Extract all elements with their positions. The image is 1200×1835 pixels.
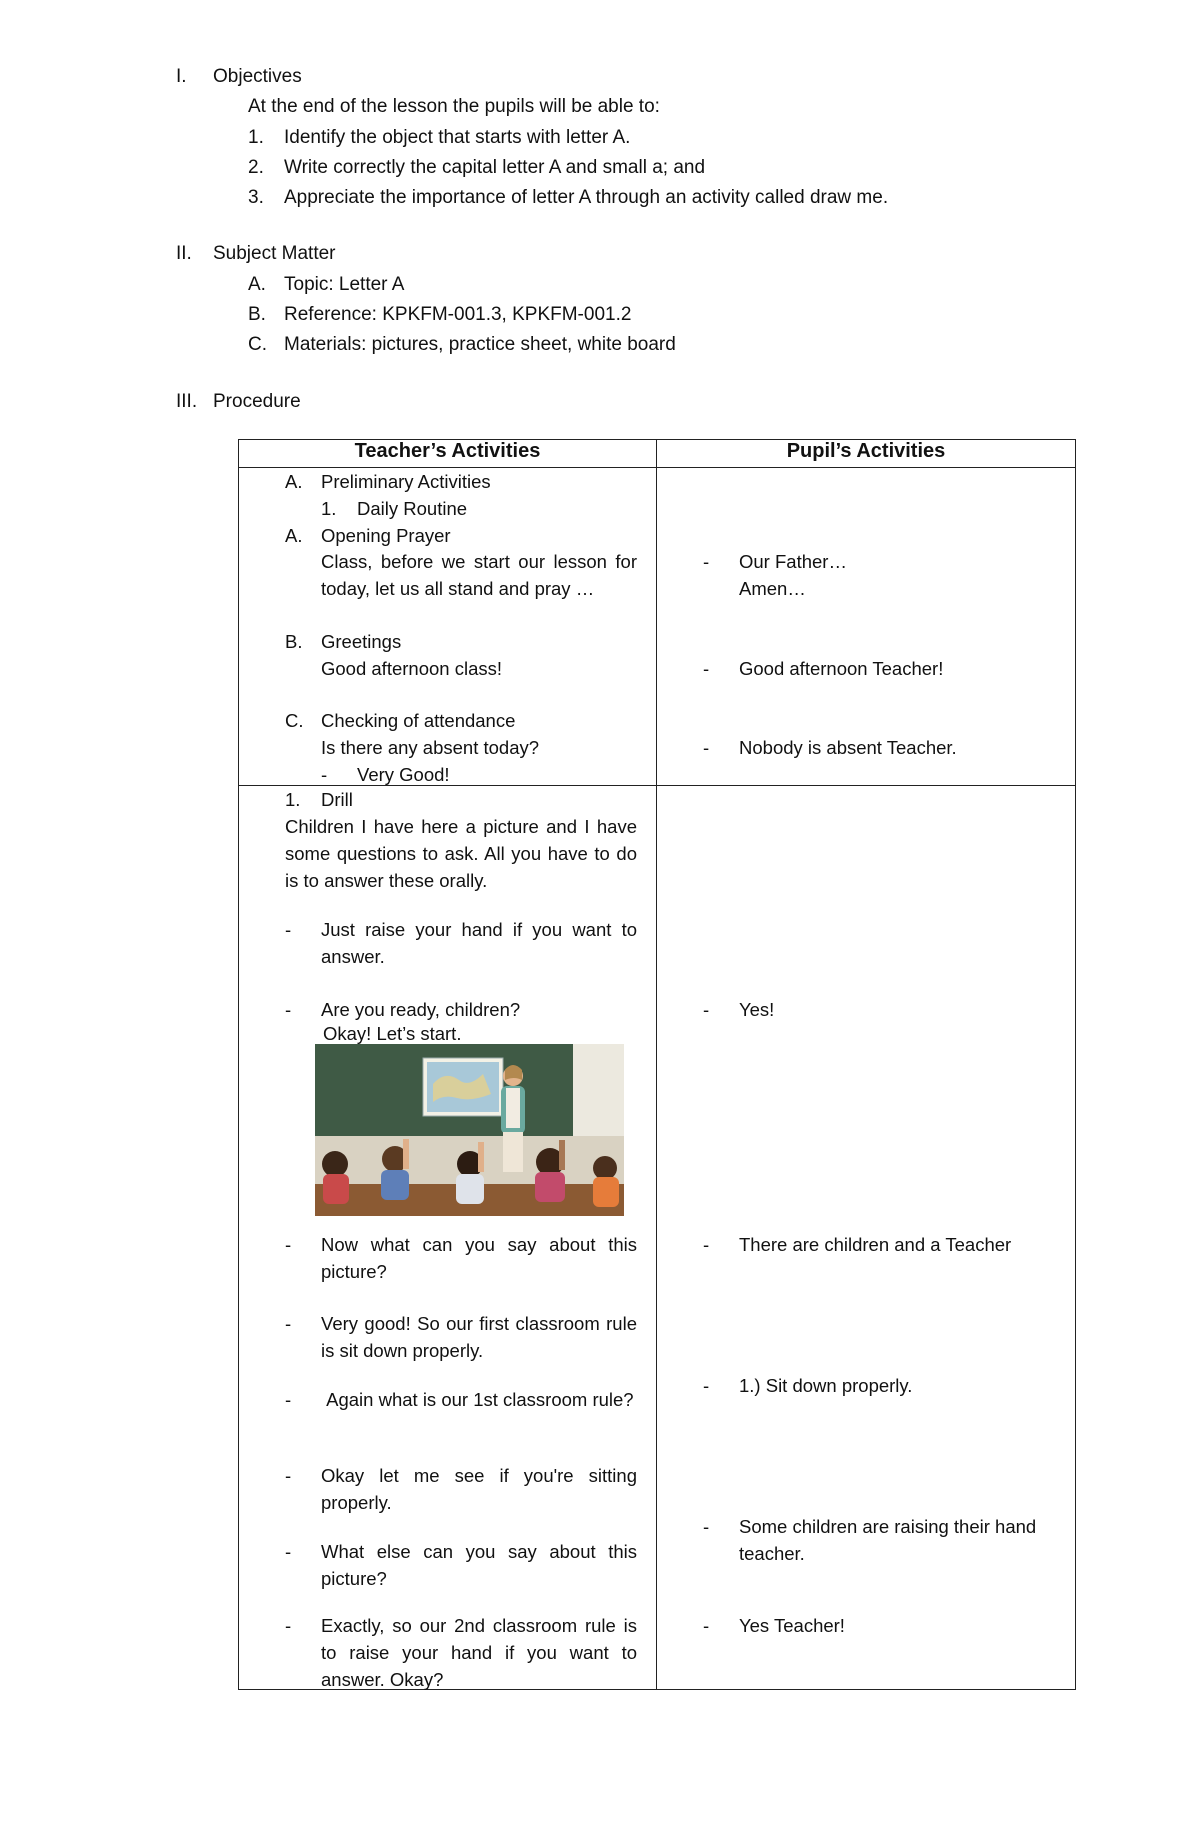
classroom-picture xyxy=(315,1044,624,1216)
section-title: Procedure xyxy=(213,391,301,412)
lets-start-text: Okay! Let’s start. xyxy=(323,1023,462,1044)
drill-intro: Children I have here a picture and I have some questions to ask. All you have to do is to answer these orally. xyxy=(285,816,637,891)
pupil-activities-header: Pupil’s Activities xyxy=(657,440,1076,468)
teacher-cell-preliminary: A. Preliminary Activities 1. Daily Routine A. Opening Prayer Class, before we start our lesson for today, let us all stand and pray … B. Greetings Good afternoon class! C. Checking of attendance Is there any absent today? - Very Good! xyxy=(239,468,657,786)
pupil-prayer-amen: Amen… xyxy=(739,578,806,599)
objectives-intro: At the end of the lesson the pupils will be able to: xyxy=(248,96,660,117)
pupil-cell-preliminary: - Our Father… Amen… - Good afternoon Teacher! - Nobody is absent Teacher. xyxy=(657,468,1076,786)
section-title: Objectives xyxy=(213,66,302,87)
section-title: Subject Matter xyxy=(213,243,336,264)
section-numeral: III. xyxy=(176,391,198,412)
greetings-text: Good afternoon class! xyxy=(321,658,502,679)
teacher-activities-header: Teacher’s Activities xyxy=(239,440,657,468)
section-numeral: I. xyxy=(176,66,187,87)
procedure-table xyxy=(238,439,1076,1690)
section-numeral: II. xyxy=(176,243,192,264)
attendance-text: Is there any absent today? xyxy=(321,737,540,758)
teacher-cell-drill: 1. Drill Children I have here a picture and I have some questions to ask. All you have to do is to answer these orally. - Just raise your hand if you want to answer. - Are you ready, children? Okay! Let’s start. - Now what can you say about this picture? - Very good! So our first classroom rule is sit down properly. - Again what is our 1st classroom rule? - Okay let me see if you're sitting properly. - What else can you say about this picture? - Exactly, so our 2nd classroom rule is to raise your hand if you want to answer. Okay? xyxy=(239,786,657,1690)
pupil-cell-drill: - Yes! - There are children and a Teacher - 1.) Sit down properly. - Some children are raising their hand teacher. - Yes Teacher! xyxy=(657,786,1076,1690)
opening-prayer-text: Class, before we start our lesson for today, let us all stand and pray … xyxy=(321,551,637,599)
